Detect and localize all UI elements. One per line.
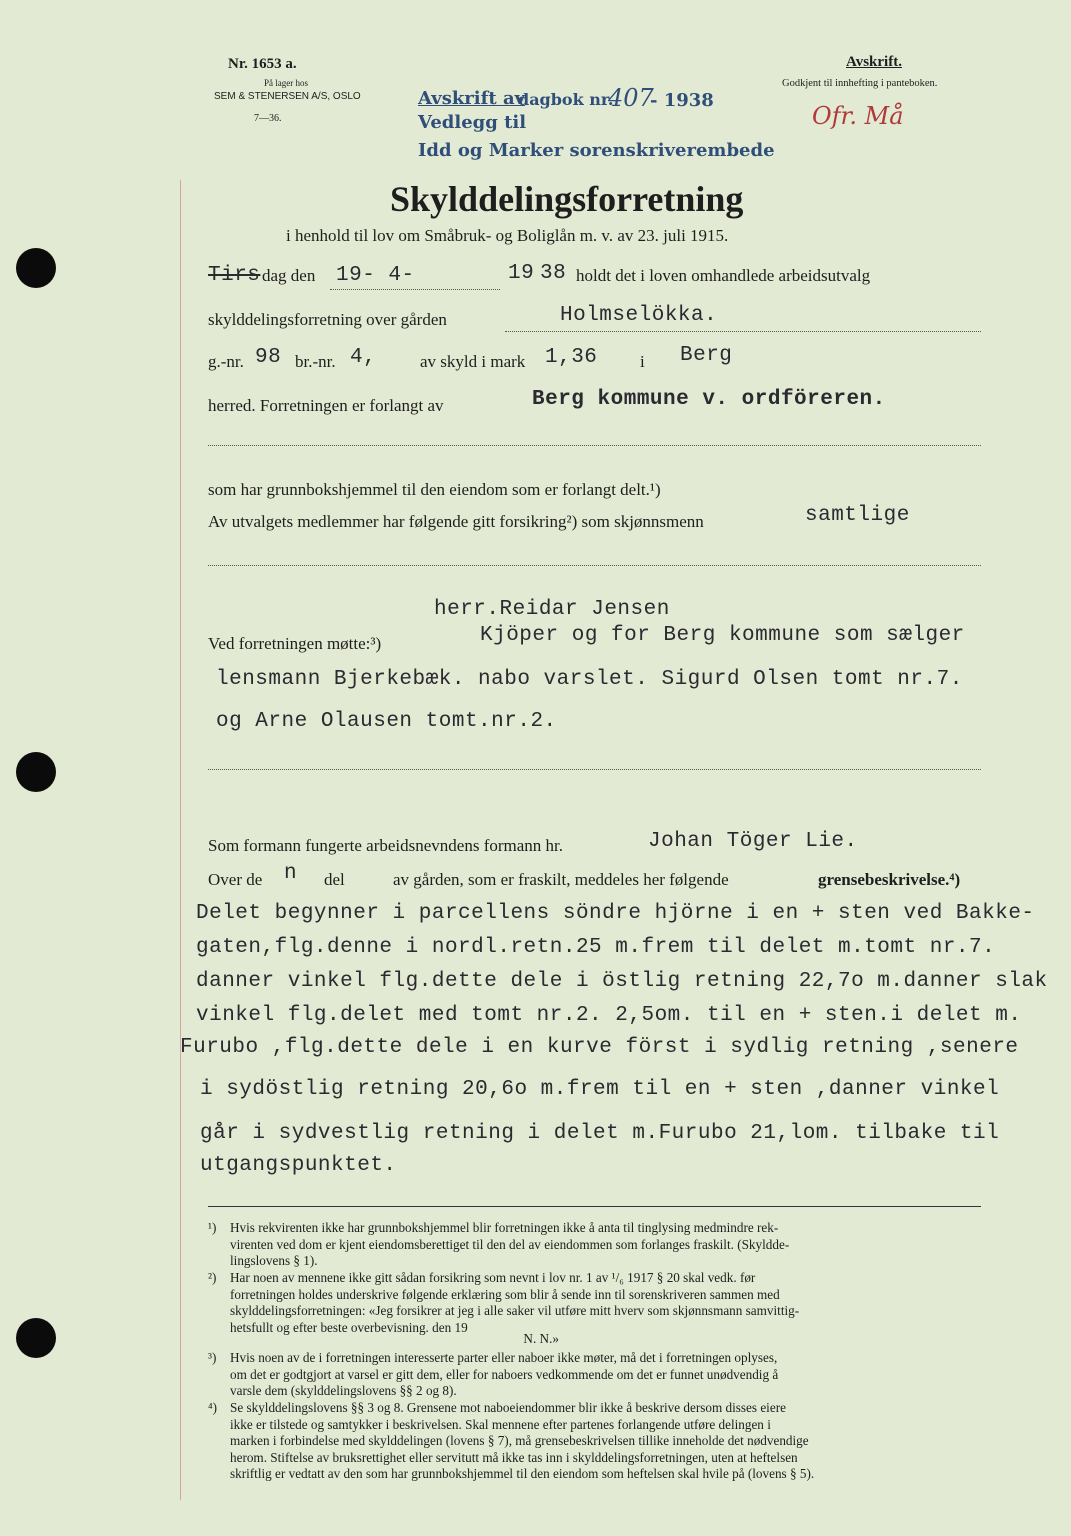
formann-label: Som formann fungerte arbeidsnevndens formann hr. xyxy=(208,836,564,855)
year-prefix: 19 xyxy=(508,262,535,285)
footnote-line: lingslovens § 1). xyxy=(230,1253,318,1268)
footnote-line: Hvis noen av de i forretningen interesserte parter eller naboer ikke møter, må det i forretningen oplyses, xyxy=(230,1350,778,1365)
printer-name: SEM & STENERSEN A/S, OSLO xyxy=(214,91,361,102)
i-label: i xyxy=(640,352,645,371)
attendee-line-3: lensmann Bjerkebæk. nabo varslet. Sigurd Olsen tomt nr.7. xyxy=(216,668,963,691)
attendee-line-2: Kjöper og for Berg kommune som sælger xyxy=(480,624,965,647)
gnr-label: g.-nr. xyxy=(208,352,244,371)
signature: Ofr. Må xyxy=(812,102,904,130)
avskrift-subtitle: Godkjent til innhefting i panteboken. xyxy=(782,78,938,89)
footnote-line: Hvis rekvirenten ikke har grunnbokshjemmel blir forretningen ikke å anta til tinglysing medmindre rek- xyxy=(230,1220,779,1235)
farm-name: Holmselökka. xyxy=(560,304,718,327)
footnote-line: hetsfullt og efter beste overbevisning. den 19 xyxy=(230,1319,468,1335)
footnote-line: marken i forbindelse med skylddelingen (lovens § 7), må grensebeskrivelsen tillike inneholde det nødvendige xyxy=(230,1433,809,1448)
attendees-label: Ved forretningen møtte:³) xyxy=(208,634,382,653)
date-day-month: 19- 4- xyxy=(336,264,415,287)
herred-text: herred. Forretningen er forlangt av xyxy=(208,396,444,415)
footnote-line: skriftlig er vedtatt av den som har grunnbokshjemmel til den eiendom som heftelsen skal hvile på (lovens § 5). xyxy=(230,1466,815,1481)
footnote-mark: ⁴) xyxy=(208,1400,217,1415)
printer-date: 7—36. xyxy=(254,113,282,124)
footnote-mark: ¹) xyxy=(208,1220,217,1235)
footnote-mark: ³) xyxy=(208,1350,217,1365)
footnote-line: varsle dem (skylddelingslovens §§ 2 og 8). xyxy=(230,1383,457,1398)
dagbok-number: 407 xyxy=(608,84,654,112)
description-line: går i sydvestlig retning i delet m.Furubo 21,lom. tilbake til xyxy=(200,1122,1000,1145)
footnote-line: Har noen av mennene ikke gitt sådan forsikring som nevnt i lov nr. 1 av ¹/₆ 1917 § 20 skal vedk. før xyxy=(230,1270,756,1285)
stamp-year: - 1938 xyxy=(650,90,714,111)
description-line: i sydöstlig retning 20,6o m.frem til en + sten ,danner vinkel xyxy=(200,1078,1000,1101)
printer-line: På lager hos xyxy=(264,78,308,88)
forsikring-text: Av utvalgets medlemmer har følgende gitt forsikring²) som skjønnsmenn xyxy=(208,512,704,531)
footnote-line: skylddelingsforretningen: «Jeg forsikrer at jeg i alle saker vil utføre mitt hverv som skjønnsmann samvittig- xyxy=(230,1303,800,1318)
stamp-avskrift-av: Avskrift av xyxy=(418,88,526,109)
over-garden-label: skylddelingsforretning over gården xyxy=(208,310,447,329)
document-title: Skylddelingsforretning xyxy=(390,179,744,219)
del-label: del xyxy=(324,870,345,889)
skyld-value: 1,36 xyxy=(545,346,598,369)
footnote-divider xyxy=(208,1206,981,1207)
stamp-office: Idd og Marker sorenskriverembede xyxy=(418,140,775,161)
arbeidsutvalg-text: holdt det i loven omhandlede arbeidsutvalg xyxy=(576,266,871,285)
description-line: Furubo ,flg.dette dele i en kurve först i sydlig retning ,senere xyxy=(180,1036,1019,1059)
year-suffix: 38 xyxy=(540,262,567,285)
punch-hole xyxy=(16,1318,56,1358)
skyld-label: av skyld i mark xyxy=(420,352,526,371)
bnr-value: 4, xyxy=(350,346,377,369)
gnr-value: 98 xyxy=(255,346,282,369)
footnote-line: om det er godtgjort at varsel er gitt dem, eller for naboers vedkommende om det er funnet unødvendig å xyxy=(230,1366,779,1382)
municipality: Berg xyxy=(680,344,733,367)
description-line: vinkel flg.delet med tomt nr.2. 2,5om. til en + sten.i delet m. xyxy=(196,1004,1022,1027)
description-line: gaten,flg.denne i nordl.retn.25 m.frem til delet m.tomt nr.7. xyxy=(196,936,996,959)
grunnbok-text: som har grunnbokshjemmel til den eiendom som er forlangt delt.¹) xyxy=(208,480,661,499)
description-line: danner vinkel flg.dette dele i östlig retning 22,7o m.danner slak xyxy=(196,970,1048,993)
footnote-line: virenten ved dom er kjent eiendomsberettiget til den del av eiendommen som forlanges fraskilt. (Skyldde- xyxy=(230,1236,790,1252)
footnote-line: N. N.» xyxy=(230,1331,559,1346)
weekday: Tirs xyxy=(208,264,261,287)
formann-name: Johan Töger Lie. xyxy=(648,830,858,853)
form-number: Nr. 1653 a. xyxy=(228,56,297,72)
dag-den-label: dag den xyxy=(262,266,316,285)
attendee-line-4: og Arne Olausen tomt.nr.2. xyxy=(216,710,557,733)
document-subtitle: i henhold til lov om Småbruk- og Boliglån m. v. av 23. juli 1915. xyxy=(286,226,729,245)
stamp-vedlegg: Vedlegg til xyxy=(418,112,527,133)
punch-hole xyxy=(16,752,56,792)
stamp-dagbok: dagbok nr. xyxy=(518,90,614,109)
description-line: Delet begynner i parcellens söndre hjörne i en + sten ved Bakke- xyxy=(196,902,1035,925)
over-de-label: Over de xyxy=(208,870,263,889)
footnote-line: forretningen holdes underskrive følgende erklæring som blir å sende inn til sorenskriveren sammen med xyxy=(230,1286,780,1302)
footnote-line: ikke er tilstede og samtykker i beskrivelsen. Skal mennene efter partenes forlangende utføre delingen i xyxy=(230,1416,771,1432)
footnote-line: Se skylddelingslovens §§ 3 og 8. Grensene mot naboeiendommer blir ikke å beskrive dersom disses eiere xyxy=(230,1400,786,1415)
margin-line xyxy=(180,180,181,1500)
description-line: utgangspunktet. xyxy=(200,1154,397,1177)
forsikring-value: samtlige xyxy=(805,504,910,527)
grense-label: grensebeskrivelse.⁴) xyxy=(818,870,961,889)
avskrift-title: Avskrift. xyxy=(846,54,902,70)
requested-by: Berg kommune v. ordföreren. xyxy=(532,388,886,411)
footnote-mark: ²) xyxy=(208,1270,217,1285)
punch-hole xyxy=(16,248,56,288)
bnr-label: br.-nr. xyxy=(295,352,336,371)
over-de-value: n xyxy=(284,862,298,885)
attendee-line-1: herr.Reidar Jensen xyxy=(434,598,670,621)
garden-text: av gården, som er fraskilt, meddeles her følgende xyxy=(393,870,729,889)
footnote-line: herom. Stiftelse av bruksrettighet eller servitutt må ikke tas inn i skylddelingsforretningen, uten at heftelsen xyxy=(230,1449,798,1465)
